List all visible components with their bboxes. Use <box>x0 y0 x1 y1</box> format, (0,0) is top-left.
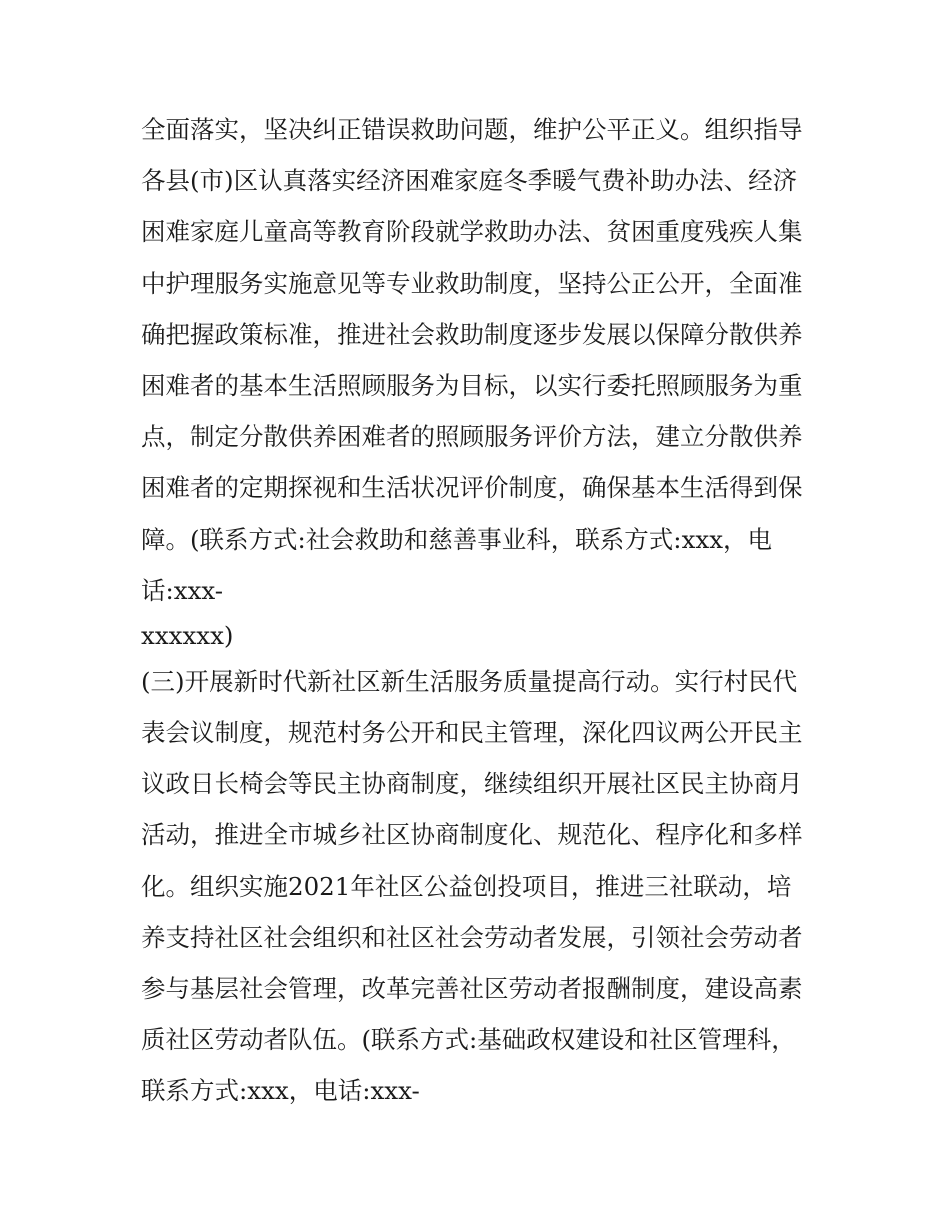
text-line: 困难者的定期探视和生活状况评价制度，确保基本生活得到保 <box>141 473 803 503</box>
text-line: 化。组织实施2021年社区公益创投项目，推进三社联动，培 <box>141 871 792 901</box>
text-line: (三)开展新时代新社区新生活服务质量提高行动。实行村民代 <box>141 666 798 696</box>
text-line: 全面落实，坚决纠正错误救助问题，维护公平正义。组织指导 <box>141 115 803 144</box>
text-line: 障。(联系方式:社会救助和慈善事业科，联系方式:xxx，电 <box>141 524 773 554</box>
text-line: 困难者的基本生活照顾服务为目标，以实行委托照顾服务为重 <box>141 370 803 400</box>
text-line: 表会议制度，规范村务公开和民主管理，深化四议两公开民主 <box>141 718 803 748</box>
text-line: 养支持社区社会组织和社区社会劳动者发展，引领社会劳动者 <box>141 922 803 952</box>
text-line: 中护理服务实施意见等专业救助制度，坚持公正公开，全面准 <box>141 268 803 298</box>
text-line: 各县(市)区认真落实经济困难家庭冬季暖气费补助办法、经济 <box>141 166 798 196</box>
text-line: 活动，推进全市城乡社区协商制度化、规范化、程序化和多样 <box>141 820 803 850</box>
document-body <box>141 104 831 1117</box>
text-line: 确把握政策标准，推进社会救助制度逐步发展以保障分散供养 <box>141 319 803 349</box>
text-line: 参与基层社会管理，改革完善社区劳动者报酬制度，建设高素 <box>141 974 803 1003</box>
text-line: 质社区劳动者队伍。(联系方式:基础政权建设和社区管理科， <box>141 1025 796 1055</box>
text-line: 困难家庭儿童高等教育阶段就学救助办法、贫困重度残疾人集 <box>141 217 803 247</box>
text-line: 点，制定分散供养困难者的照顾服务评价方法，建立分散供养 <box>141 422 803 452</box>
text-line: 联系方式:xxx，电话:xxx- <box>141 1076 420 1106</box>
text-line: xxxxxx) <box>141 620 234 650</box>
text-line: 话:xxx- <box>141 575 224 605</box>
text-line: 议政日长椅会等民主协商制度，继续组织开展社区民主协商月 <box>141 769 803 799</box>
